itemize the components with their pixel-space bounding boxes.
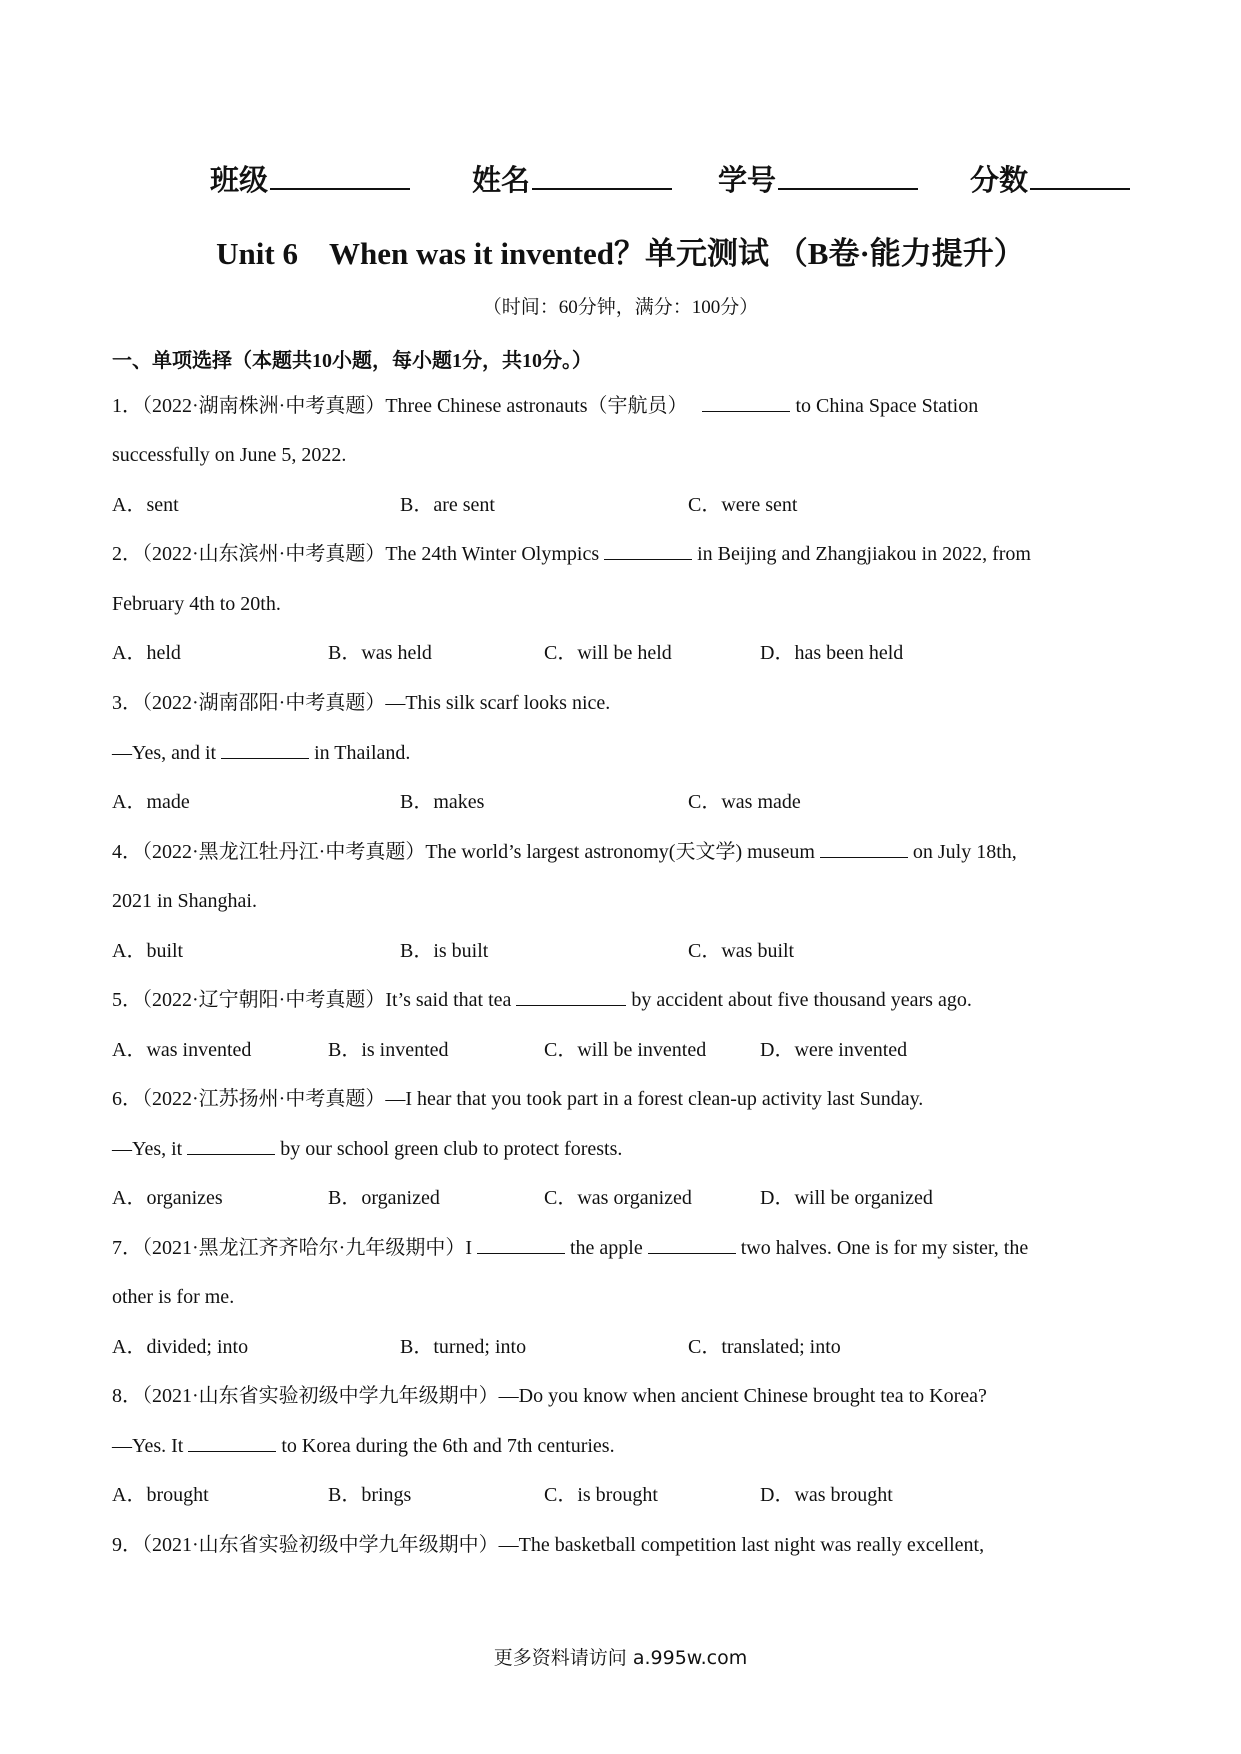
question-2-option-d: D．has been held [760,642,904,664]
class-label: 班级 [210,165,269,197]
question-6-option-b: B．organized [328,1187,440,1209]
answer-blank-1 [477,1235,565,1254]
question-7-option-b: B．turned; into [400,1336,527,1358]
question-7-text: 7．（2021·黑龙江齐齐哈尔·九年级期中）I [112,1237,477,1259]
question-4-option-a: A．built [112,940,184,962]
footer-website-note: 更多资料请访问 a.995w.com [493,1647,748,1669]
question-6-line-2 [112,1136,622,1162]
id-blank [778,158,918,190]
question-8-option-c: C．is brought [544,1484,658,1506]
question-3-line-2 [112,740,410,766]
question-5-option-b: B．is invented [328,1039,449,1061]
question-5-text: 5．（2022·辽宁朝阳·中考真题）It’s said that tea [112,989,517,1011]
question-6-text: —Yes, it [112,1138,188,1160]
question-2-option-c: C．will be held [544,642,672,664]
score-blank [1030,158,1130,190]
question-4-line-2: 2021 in Shanghai. [112,890,257,912]
answer-blank [221,740,309,759]
question-3-option-c: C．was made [688,791,801,813]
question-2-line-1 [112,541,1031,567]
question-5-option-d: D．were invented [760,1039,908,1061]
question-7-text-mid: the apple [564,1237,648,1259]
name-field [472,158,672,199]
question-8-option-a: A．brought [112,1484,209,1506]
question-7-option-c: C．translated; into [688,1336,841,1358]
question-3-line-1: 3．（2022·湖南邵阳·中考真题）—This silk scarf looks nice. [112,692,611,714]
question-3-option-b: B．makes [400,791,485,813]
question-1-option-a: A．sent [112,494,179,516]
question-8-line-2 [112,1433,615,1459]
answer-blank-2 [648,1235,736,1254]
score-label: 分数 [970,165,1029,197]
question-8-text-post: to Korea during the 6th and 7th centuries. [276,1435,615,1457]
id-field [718,158,918,199]
question-4-option-b: B．is built [400,940,489,962]
question-6-text-post: by our school green club to protect forests. [275,1138,623,1160]
question-6-option-c: C．was organized [544,1187,692,1209]
question-7-line-2: other is for me. [112,1286,235,1308]
student-info-row [210,158,1130,204]
question-4-text: 4．（2022·黑龙江牡丹江·中考真题）The world’s largest astronomy(天文学) museum [112,841,820,863]
section-heading: 一、单项选择（本题共10小题，每小题1分，共10分。） [112,350,592,372]
question-5-option-a: A．was invented [112,1039,252,1061]
answer-blank [820,839,908,858]
question-6-line-1: 6．（2022·江苏扬州·中考真题）—I hear that you took part in a forest clean-up activity last Sunday. [112,1088,924,1110]
question-5-option-c: C．will be invented [544,1039,707,1061]
question-2-line-2: February 4th to 20th. [112,593,281,615]
id-label: 学号 [718,165,777,197]
question-2-text: 2．（2022·山东滨州·中考真题）The 24th Winter Olympics [112,543,605,565]
question-1-text: 1．（2022·湖南株洲·中考真题）Three Chinese astronauts（宇航员） [112,395,688,417]
question-5-line-1 [112,987,972,1013]
question-7-option-a: A．divided; into [112,1336,249,1358]
question-7-line-1 [112,1235,1028,1261]
question-4-line-1 [112,839,1017,865]
question-8-line-1: 8．（2021·山东省实验初级中学九年级期中）—Do you know when ancient Chinese brought tea to Korea? [112,1385,987,1407]
question-8-option-b: B．brings [328,1484,412,1506]
question-9-line-1: 9．（2021·山东省实验初级中学九年级期中）—The basketball competition last night was really excellent, [112,1534,985,1556]
question-8-option-d: D．was brought [760,1484,893,1506]
name-blank [532,158,672,190]
score-field [970,158,1130,199]
exam-subtitle: （时间：60分钟，满分：100分） [482,297,759,318]
question-4-option-c: C．was built [688,940,795,962]
question-5-text-post: by accident about five thousand years ago. [626,989,972,1011]
question-1-line-1 [112,393,978,419]
question-7-text-post: two halves. One is for my sister, the [735,1237,1029,1259]
answer-blank [702,393,790,412]
exam-title: Unit 6 When was it invented？单元测试 （B卷·能力提升） [216,236,1025,271]
question-1-option-b: B．are sent [400,494,495,516]
answer-blank [188,1433,276,1452]
class-blank [270,158,410,190]
answer-blank [187,1136,275,1155]
question-2-option-b: B．was held [328,642,432,664]
question-8-text: —Yes. It [112,1435,189,1457]
question-6-option-d: D．will be organized [760,1187,933,1209]
question-3-option-a: A．made [112,791,190,813]
answer-blank [604,541,692,560]
question-2-option-a: A．held [112,642,181,664]
class-field [210,158,410,199]
question-4-text-post: on July 18th, [907,841,1017,863]
question-1-text-post: to China Space Station [790,395,979,417]
question-1-option-c: C．were sent [688,494,798,516]
question-1-line-2: successfully on June 5, 2022. [112,444,347,466]
question-6-option-a: A．organizes [112,1187,223,1209]
question-3-text-post: in Thailand. [309,742,411,764]
name-label: 姓名 [472,165,531,197]
question-3-text: —Yes, and it [112,742,222,764]
question-2-text-post: in Beijing and Zhangjiakou in 2022, from [692,543,1031,565]
answer-blank [516,987,626,1006]
